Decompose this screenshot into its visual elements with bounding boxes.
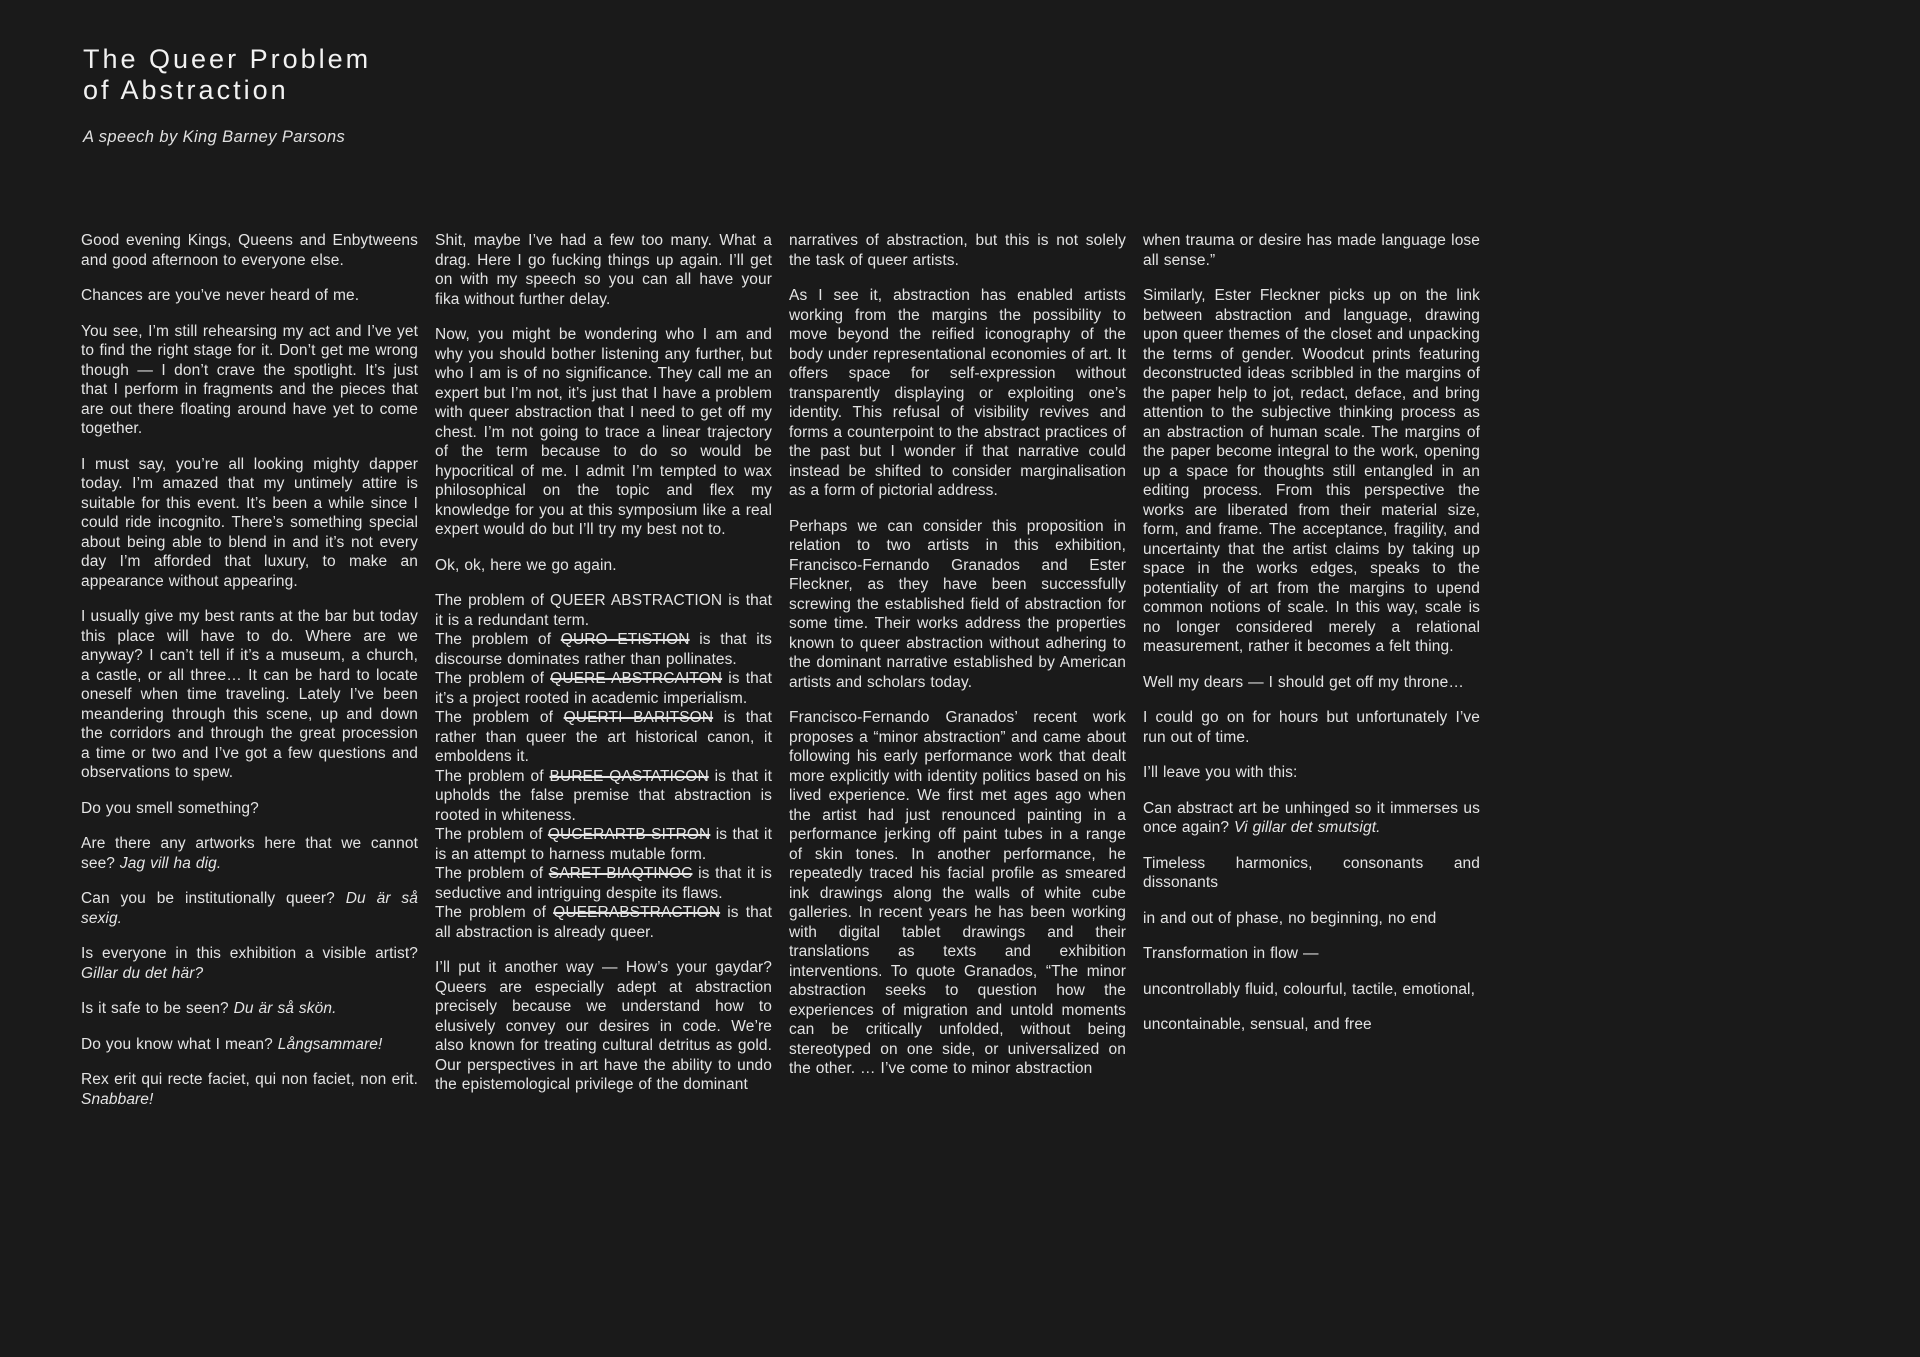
text-segment: Now, you might be wondering who I am and why you should bother listening any further, but who I am is of no significance. They call me an expert but I’m not, it’s just that I have a problem with queer abstraction that I need to get off my chest. I’m not going to trace a linear trajectory of the term because to do so would be hypocritical of me. I admit I’m tempted to wax philosophical on the topic and flex my knowledge for you at this symposium like a real expert would do but I’ll try my best not to.	[435, 326, 772, 538]
struck-text: QURO ETISTION	[560, 631, 690, 648]
paragraph	[81, 944, 418, 983]
paragraph	[1143, 286, 1480, 657]
paragraph	[789, 517, 1126, 693]
text-segment: Can you be institutionally queer?	[81, 890, 346, 907]
italic-text: Jag vill ha dig.	[119, 854, 222, 872]
paragraph	[435, 669, 772, 708]
text-segment: is that its discourse dominates rather than pollinates.	[435, 631, 772, 668]
text-segment: Perhaps we can consider this proposition in relation to two artists in this exhibition, Francisco-Fernando Granados and Ester Fleckner, as they have been successfully screwing the established field of abstraction for some time. Their works address the properties known to queer abstraction without adhering to the dominant narrative established by American artists and scholars today.	[789, 517, 1126, 691]
italic-text: Vi gillar det smutsigt.	[1233, 819, 1381, 836]
text-segment: Chances are you’ve never heard of me.	[81, 287, 360, 304]
text-segment: Rex erit qui recte faciet, qui non faciet, non erit.	[81, 1071, 418, 1088]
paragraph	[81, 1070, 418, 1109]
italic-text: Långsammare!	[277, 1035, 383, 1053]
paragraph	[435, 708, 772, 767]
text-segment: is that it upholds the false premise that abstraction is rooted in whiteness.	[435, 767, 772, 824]
text-segment: I could go on for hours but unfortunately I’ve run out of time.	[1143, 709, 1480, 746]
italic-text: Du är så sexig.	[81, 890, 418, 927]
paragraph	[435, 556, 772, 576]
text-segment: is that it is seductive and intriguing despite its flaws.	[435, 865, 772, 902]
paragraph	[1143, 231, 1480, 270]
text-segment: Are there any artworks here that we cannot see?	[81, 835, 418, 872]
text-segment: Shit, maybe I’ve had a few too many. What a drag. Here I go fucking things up again. I’ll get on with my speech so you can all have your fika without further delay.	[435, 232, 772, 308]
struck-text: QUERTI BARITSON	[563, 709, 714, 726]
text-segment: Do you smell something?	[81, 799, 259, 817]
italic-text: Du är så skön.	[233, 1000, 337, 1017]
text-segment: As I see it, abstraction has enabled artists working from the margins the possibility to move beyond the reified iconography of the body under representational economies of art. It offers space for self-expression without transparently displaying or exploiting one’s identity. This refusal of visibility revives and forms a counterpoint to the abstract practices of the past but I wonder if that narrative could instead be shifted to consider marginalisation as a form of pictorial address.	[789, 287, 1126, 499]
text-columns	[81, 231, 1483, 1125]
paragraph	[81, 834, 418, 873]
italic-text: Gillar du det här?	[81, 964, 204, 982]
text-segment: The problem of	[435, 670, 551, 687]
paragraph	[1143, 980, 1480, 1000]
paragraph	[1143, 708, 1480, 747]
paragraph	[1143, 909, 1480, 929]
text-segment: Good evening Kings, Queens and Enbytweens and good afternoon to everyone else.	[81, 232, 418, 269]
paragraph	[435, 231, 772, 309]
page-title	[83, 44, 371, 106]
italic-text: Snabbare!	[81, 1090, 154, 1108]
text-segment: is that it’s a project rooted in academic imperialism.	[435, 670, 772, 707]
text-column	[435, 231, 772, 1125]
text-segment: uncontrollably fluid, colourful, tactile, emotional,	[1143, 980, 1476, 998]
text-column	[81, 231, 418, 1125]
text-segment: is that rather than queer the art historical canon, it emboldens it.	[435, 709, 772, 765]
paragraph	[435, 325, 772, 540]
text-segment: You see, I’m still rehearsing my act and I’ve yet to find the right stage for it. Don’t get me wrong though — I don’t crave the spotlight. It’s just that I perform in fragments and the pieces that are out there floating around have yet to come together.	[81, 322, 418, 437]
paragraph	[435, 767, 772, 826]
text-segment: Can abstract art be unhinged so it immerses us once again?	[1143, 799, 1480, 836]
text-segment: I’ll put it another way — How’s your gaydar? Queers are especially adept at abstraction precisely because we understand how to elusively convey our desires in code. We’re also known for treating cultural detritus as gold. Our perspectives in art have the ability to undo the epistemological privilege of the dominant	[435, 959, 772, 1093]
text-segment: when trauma or desire has made language lose all sense.”	[1143, 232, 1480, 269]
struck-text: QUEERABSTRACTION	[553, 904, 721, 921]
text-segment: Do you know what I mean?	[81, 1035, 278, 1053]
paragraph	[1143, 673, 1480, 693]
text-segment: The problem of	[435, 709, 564, 726]
paragraph	[81, 607, 418, 783]
paragraph	[789, 231, 1126, 270]
paragraph	[1143, 854, 1480, 893]
paragraph	[435, 958, 772, 1095]
paragraph	[789, 286, 1126, 501]
paragraph	[81, 455, 418, 592]
text-segment: The problem of	[435, 826, 548, 843]
paragraph	[1143, 763, 1480, 783]
text-segment: in and out of phase, no beginning, no end	[1143, 909, 1437, 927]
text-segment: Is everyone in this exhibition a visible artist?	[81, 945, 418, 962]
text-segment: I’ll leave you with this:	[1143, 764, 1298, 781]
paragraph	[435, 864, 772, 903]
paragraph	[1143, 799, 1480, 838]
paragraph	[81, 999, 418, 1019]
paragraph	[435, 903, 772, 942]
text-segment: Well my dears — I should get off my throne…	[1143, 673, 1464, 691]
text-segment: Is it safe to be seen?	[81, 1000, 234, 1017]
paragraph	[789, 708, 1126, 1079]
paragraph	[81, 799, 418, 819]
text-segment: narratives of abstraction, but this is not solely the task of queer artists.	[789, 232, 1126, 269]
paragraph	[435, 630, 772, 669]
text-segment: is that all abstraction is already queer.	[435, 904, 772, 941]
paragraph	[1143, 944, 1480, 964]
text-segment: The problem of	[435, 767, 550, 785]
struck-text: QUERE ABSTRCAITON	[550, 670, 723, 687]
text-segment: The problem of QUEER ABSTRACTION is that it is a redundant term.	[435, 592, 772, 629]
text-segment: Timeless harmonics, consonants and dissonants	[1143, 854, 1480, 891]
text-segment: uncontainable, sensual, and free	[1143, 1016, 1372, 1033]
text-segment: The problem of	[435, 904, 554, 921]
struck-text: QUCERARTB SITRON	[547, 826, 711, 843]
title-line-1: The Queer Problem	[83, 44, 372, 74]
paragraph	[1143, 1015, 1480, 1035]
text-column	[789, 231, 1126, 1125]
paragraph	[81, 889, 418, 928]
paragraph	[81, 286, 418, 306]
paragraph	[81, 1035, 418, 1055]
text-segment: Transformation in flow —	[1143, 945, 1319, 962]
title-line-2: of Abstraction	[83, 75, 289, 105]
paragraph	[435, 591, 772, 630]
text-segment: I must say, you’re all looking mighty dapper today. I’m amazed that my untimely attire is suitable for this event. It’s been a while since I could ride incognito. There’s something special about being able to blend in and it’s not every day I’m afforded that luxury, to make an appearance without appearing.	[81, 455, 418, 590]
text-segment: The problem of	[435, 865, 549, 882]
text-segment: Similarly, Ester Fleckner picks up on the link between abstraction and language, drawing upon queer themes of the closet and unpacking the terms of gender. Woodcut prints featuring deconstructed ideas scribbled in the margins of the paper help to jot, redact, deface, and bring attention to the subjective thinking process as an abstraction of human scale. The margins of the paper become integral to the work, opening up a space for thoughts still entangled in an editing process. From this perspective the works are liberated from their material size, form, and frame. The acceptance, fragility, and uncertainty that the artist claims by taking up space in the works edges, speaks to the potentiality of art from the margins to upend common notions of scale. In this way, scale is no longer considered merely a relational measurement, rather it becomes a felt thing.	[1143, 287, 1480, 655]
page-subtitle: A speech by King Barney Parsons	[83, 128, 346, 146]
text-segment: is that it is an attempt to harness mutable form.	[435, 826, 772, 863]
text-segment: The problem of	[435, 631, 561, 648]
document-header	[83, 44, 371, 147]
paragraph	[435, 825, 772, 864]
text-segment: Francisco-Fernando Granados’ recent work proposes a “minor abstraction” and came about following his early performance work that dealt more explicitly with identity politics based on his lived experience. We first met ages ago when the artist had just renounced painting in a performance jerking off paint tubes in a range of skin tones. In another performance, he repeatedly traced his facial profile as smeared ink drawings along the walls of white cube galleries. In recent years he has been working with digital tablet drawings and their translations as texts and exhibition interventions. To quote Granados, “The minor abstraction seeks to question how the experiences of migration and untold moments can be critically unfolded, without being stereotyped on one side, or universalized on the other. … I’ve come to minor abstraction	[789, 709, 1126, 1077]
text-column	[1143, 231, 1480, 1125]
struck-text: SARET BIAQTINOC	[548, 865, 693, 882]
struck-text: BUREE QASTATICON	[549, 767, 709, 785]
text-segment: I usually give my best rants at the bar but today this place will have to do. Where are we anyway? I can’t tell if it’s a museum, a church, a castle, or all three… It can be hard to locate oneself when time traveling. Lately I’ve been meandering through this scene, up and down the corridors and through the great procession a time or two and I’ve got a few questions and observations to spew.	[81, 608, 418, 781]
text-segment: Ok, ok, here we go again.	[435, 556, 617, 574]
paragraph	[81, 231, 418, 270]
paragraph	[81, 322, 418, 439]
